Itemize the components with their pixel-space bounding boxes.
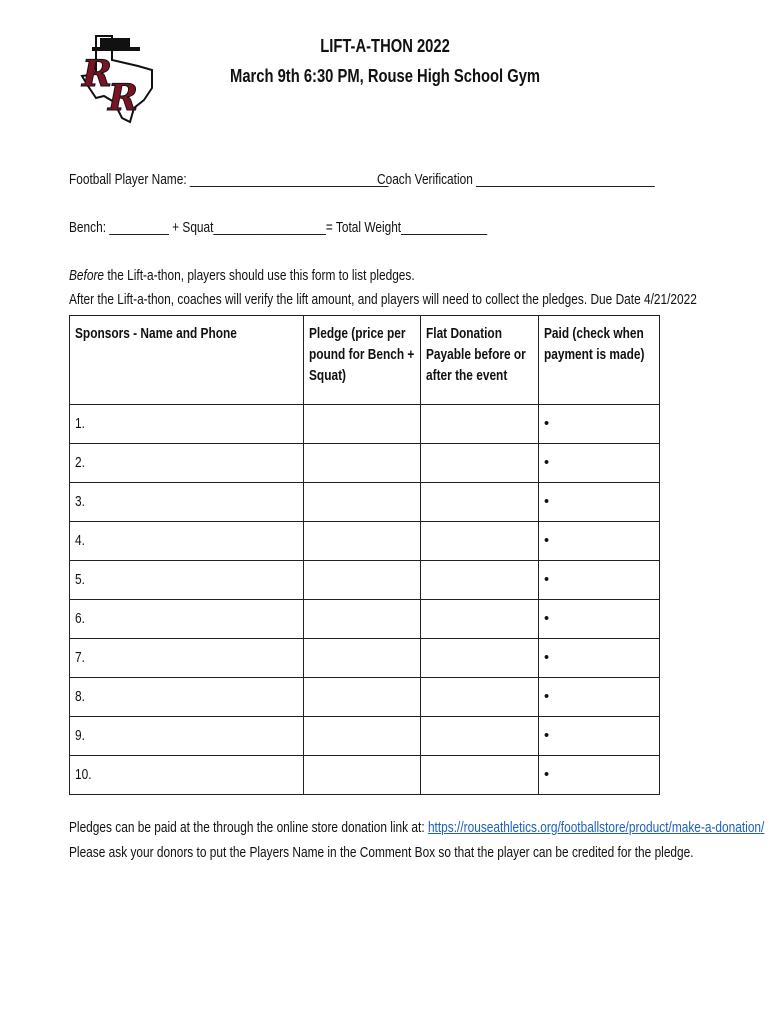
flat-donation-cell[interactable] — [421, 678, 539, 717]
bullet-icon: • — [544, 650, 550, 666]
sponsor-cell[interactable] — [70, 678, 304, 717]
pledge-cell[interactable] — [304, 717, 421, 756]
header-paid: Paid (check when payment is made) — [539, 316, 660, 405]
pledge-cell[interactable] — [304, 522, 421, 561]
paid-cell[interactable] — [539, 756, 660, 795]
flat-donation-cell[interactable] — [421, 561, 539, 600]
table-row — [70, 444, 660, 483]
flat-donation-cell[interactable] — [421, 639, 539, 678]
row-number: 5. — [75, 572, 85, 588]
sponsor-cell[interactable] — [70, 483, 304, 522]
header-pledge: Pledge (price per pound for Bench + Squat) — [304, 316, 421, 405]
bullet-icon: • — [544, 611, 550, 627]
table-row — [70, 600, 660, 639]
flat-donation-cell[interactable] — [421, 444, 539, 483]
flat-donation-cell[interactable] — [421, 717, 539, 756]
row-number: 4. — [75, 533, 85, 549]
pledge-cell[interactable] — [304, 639, 421, 678]
bullet-icon: • — [544, 455, 550, 471]
table-row — [70, 678, 660, 717]
table-row — [70, 756, 660, 795]
flat-donation-cell[interactable] — [421, 756, 539, 795]
bullet-icon: • — [544, 533, 550, 549]
paid-cell[interactable] — [539, 561, 660, 600]
sponsor-cell[interactable] — [70, 600, 304, 639]
table-row — [70, 717, 660, 756]
row-number: 3. — [75, 494, 85, 510]
paid-cell[interactable] — [539, 444, 660, 483]
pledge-cell[interactable] — [304, 756, 421, 795]
pledge-cell[interactable] — [304, 678, 421, 717]
header-sponsors: Sponsors - Name and Phone — [70, 316, 304, 405]
event-subtitle: March 9th 6:30 PM, Rouse High School Gym — [229, 66, 541, 86]
payment-note: Pledges can be paid at the through the online store donation link at: https://rouseathletics.org/footballstore/product/make-a-donation/ — [69, 820, 765, 836]
header-flat-donation: Flat Donation Payable before or after the event — [421, 316, 539, 405]
weight-fields[interactable]: Bench: _________ + Squat_________________= Total Weight_____________ — [69, 220, 488, 236]
pledge-cell[interactable] — [304, 600, 421, 639]
player-name-field[interactable]: Football Player Name: ______________________________ — [69, 172, 389, 188]
sponsor-cell[interactable] — [70, 756, 304, 795]
instruction-after: After the Lift-a-thon, coaches will verify the lift amount, and players will need to collect the pledges. Due Date 4/21/2022 — [69, 292, 697, 308]
flat-donation-cell[interactable] — [421, 600, 539, 639]
table-row — [70, 522, 660, 561]
table-row — [70, 483, 660, 522]
paid-cell[interactable] — [539, 678, 660, 717]
paid-cell[interactable] — [539, 405, 660, 444]
pledge-cell[interactable] — [304, 483, 421, 522]
row-number: 10. — [75, 767, 92, 783]
table-header-row — [70, 316, 660, 405]
bullet-icon: • — [544, 728, 550, 744]
sponsor-cell[interactable] — [70, 405, 304, 444]
coach-verification-field[interactable]: Coach Verification ___________________________ — [377, 172, 655, 188]
bullet-icon: • — [544, 689, 550, 705]
sponsor-cell[interactable] — [70, 522, 304, 561]
svg-text:R: R — [82, 53, 112, 95]
row-number: 1. — [75, 416, 85, 432]
paid-cell[interactable] — [539, 639, 660, 678]
sponsor-cell[interactable] — [70, 444, 304, 483]
bullet-icon: • — [544, 416, 550, 432]
row-number: 8. — [75, 689, 85, 705]
pledge-cell[interactable] — [304, 561, 421, 600]
bullet-icon: • — [544, 572, 550, 588]
svg-text:R: R — [108, 77, 138, 119]
sponsor-cell[interactable] — [70, 561, 304, 600]
bullet-icon: • — [544, 494, 550, 510]
donation-link[interactable]: https://rouseathletics.org/footballstore/product/make-a-donation/ — [427, 820, 765, 836]
pledge-cell[interactable] — [304, 405, 421, 444]
flat-donation-cell[interactable] — [421, 483, 539, 522]
paid-cell[interactable] — [539, 717, 660, 756]
paid-cell[interactable] — [539, 483, 660, 522]
row-number: 7. — [75, 650, 85, 666]
row-number: 6. — [75, 611, 85, 627]
pledge-cell[interactable] — [304, 444, 421, 483]
row-number: 9. — [75, 728, 85, 744]
row-number: 2. — [75, 455, 85, 471]
table-row — [70, 639, 660, 678]
paid-cell[interactable] — [539, 600, 660, 639]
flat-donation-cell[interactable] — [421, 405, 539, 444]
sponsor-cell[interactable] — [70, 717, 304, 756]
sponsor-cell[interactable] — [70, 639, 304, 678]
instruction-before: Before the Lift-a-thon, players should use this form to list pledges. — [69, 268, 415, 284]
bullet-icon: • — [544, 767, 550, 783]
paid-cell[interactable] — [539, 522, 660, 561]
pledge-table — [69, 315, 660, 795]
flat-donation-cell[interactable] — [421, 522, 539, 561]
table-row — [70, 561, 660, 600]
table-row — [70, 405, 660, 444]
page-title: LIFT-A-THON 2022 — [320, 36, 450, 56]
comment-note: Please ask your donors to put the Players Name in the Comment Box so that the player can be credited for the pledge. — [69, 845, 694, 861]
